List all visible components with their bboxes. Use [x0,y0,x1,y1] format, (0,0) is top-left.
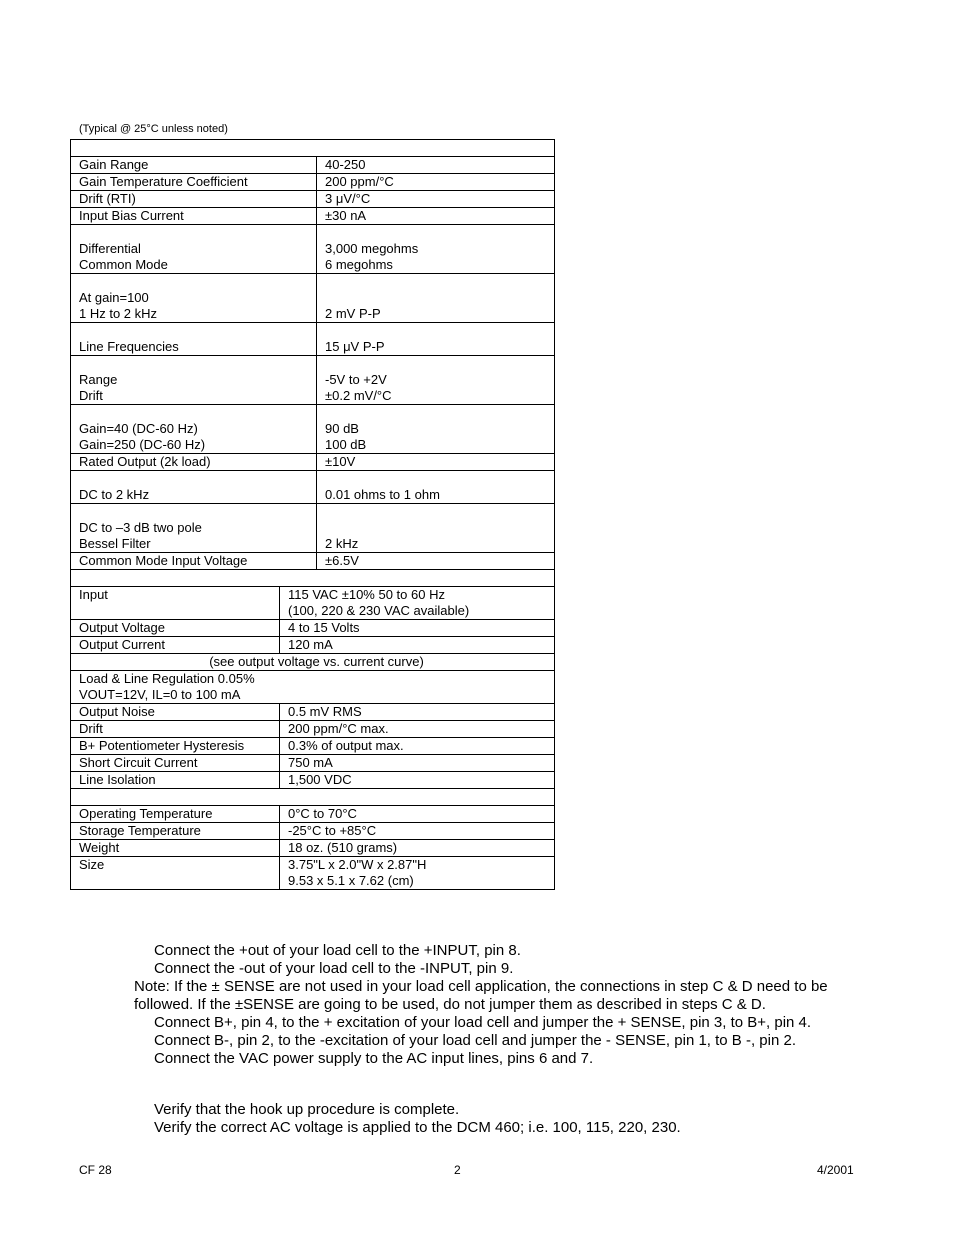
curve-note-row-text [201,654,424,670]
cell-line: Load & Line Regulation 0.05% [79,671,255,686]
spec-row [71,737,554,754]
cell-line [79,504,316,520]
spec-row [71,703,554,720]
hookup-step-e: Connect the VAC power supply to the AC input lines, pins 6 and 7. [154,1050,594,1067]
spec-value [280,857,554,889]
cell-line: Storage Temperature [79,823,201,838]
cell-line: Short Circuit Current [79,755,198,770]
cell-line: 120 mA [288,637,333,652]
spec-label [71,274,317,322]
specifications-table [70,139,555,890]
cell-line [325,504,554,520]
spec-value [317,225,554,273]
spec-label [71,208,317,224]
cell-line [325,356,554,372]
spec-label [71,806,280,822]
spec-row [71,173,554,190]
spec-row [71,636,554,653]
cell-line [79,356,316,372]
regulation-row [71,670,554,703]
cell-line: 200 ppm/°C [325,174,394,189]
cell-line [325,225,554,241]
cell-line: (see output voltage vs. current curve) [209,654,424,669]
footer-document-id: CF 28 [79,1163,112,1177]
spec-row [71,156,554,173]
cell-line: -25°C to +85°C [288,823,377,838]
cell-line: 2 kHz [325,536,359,551]
cell-line [325,520,554,536]
cell-line: Range [79,372,118,387]
spec-row [71,355,554,404]
cell-line: 200 ppm/°C max. [288,721,389,736]
spec-label [71,356,317,404]
curve-note-row [71,653,554,670]
spec-label [71,721,280,737]
cell-line: Common Mode Input Voltage [79,553,248,568]
cell-line: 3 μV/°C [325,191,371,206]
spec-label [71,704,280,720]
power-header-row [71,569,554,586]
spec-label [71,755,280,771]
spec-value [280,806,554,822]
cell-line: Output Current [79,637,165,652]
spec-label [71,823,280,839]
cell-line [79,405,316,421]
cell-line: Output Noise [79,704,155,719]
cell-line: Operating Temperature [79,806,213,821]
spec-row [71,273,554,322]
verify-step-a: Verify that the hook up procedure is complete. [154,1101,460,1118]
cell-line: 3,000 megohms [325,241,419,256]
spec-value [280,637,554,653]
spec-label [71,620,280,636]
sense-note-line-2: followed. If the ±SENSE are going to be used, do not jumper them as described in steps C & D. [134,996,766,1013]
spec-row [71,771,554,788]
cell-line: Input Bias Current [79,208,184,223]
spec-value [280,721,554,737]
cell-line: Gain=250 (DC-60 Hz) [79,437,206,452]
cell-line: Gain=40 (DC-60 Hz) [79,421,198,436]
spec-row [71,322,554,355]
spec-row [71,586,554,619]
spec-label [71,174,317,190]
spec-value [317,454,554,470]
spec-value [280,620,554,636]
cell-line: 1,500 VDC [288,772,352,787]
cell-line: B+ Potentiometer Hysteresis [79,738,245,753]
cell-line: Bessel Filter [79,536,151,551]
cell-line: 3.75"L x 2.0"W x 2.87"H [288,857,427,872]
cell-line [79,225,316,241]
spec-row [71,453,554,470]
spec-label [71,225,317,273]
cell-line: ±0.2 mV/°C [325,388,392,403]
cell-line [325,405,554,421]
cell-line [79,323,316,339]
spec-value [317,157,554,173]
cell-line: 90 dB [325,421,359,436]
spec-label [71,738,280,754]
spec-label [71,191,317,207]
cell-line: 115 VAC ±10% 50 to 60 Hz [288,587,445,602]
spec-value [280,772,554,788]
cell-line: Output Voltage [79,620,166,635]
footer-date: 4/2001 [817,1163,854,1177]
cell-line: 15 μV P-P [325,339,385,354]
cell-line: 1 Hz to 2 kHz [79,306,158,321]
cell-line: Line Isolation [79,772,156,787]
cell-line: ±30 nA [325,208,367,223]
spec-label [71,637,280,653]
cell-line: 0.5 mV RMS [288,704,362,719]
spec-row [71,856,554,889]
cell-line: Line Frequencies [79,339,179,354]
cell-line: VOUT=12V, IL=0 to 100 mA [79,687,241,702]
spec-label [71,772,280,788]
cell-line [325,274,554,290]
cell-line: Gain Temperature Coefficient [79,174,248,189]
spec-row [71,207,554,224]
cell-line: 9.53 x 5.1 x 7.62 (cm) [288,873,414,888]
spec-label [71,323,317,355]
environment-header-row [71,788,554,805]
spec-value [280,587,554,619]
spec-value [280,738,554,754]
footer-page-number: 2 [454,1163,461,1177]
cell-line: ±6.5V [325,553,359,568]
spec-row [71,552,554,569]
verify-step-b: Verify the correct AC voltage is applied to the DCM 460; i.e. 100, 115, 220, 230. [154,1119,681,1136]
regulation-row-text [71,671,255,703]
spec-value [317,356,554,404]
cell-line: -5V to +2V [325,372,387,387]
spec-value [317,553,554,569]
spec-value [280,704,554,720]
spec-row [71,754,554,771]
hookup-step-d: Connect B-, pin 2, to the -excitation of your load cell and jumper the - SENSE, pin 1, to B -, pin 2. [154,1032,797,1049]
cell-line: Drift [79,721,103,736]
hookup-step-c: Connect B+, pin 4, to the + excitation of your load cell and jumper the + SENSE, pin 3, to B+, pin 4. [154,1014,812,1031]
spec-value [280,840,554,856]
cell-line: 0.3% of output max. [288,738,404,753]
spec-value [317,504,554,552]
spec-label [71,405,317,453]
spec-value [280,823,554,839]
cell-line: At gain=100 [79,290,149,305]
cell-line: Differential [79,241,141,256]
spec-label [71,157,317,173]
spec-value [317,323,554,355]
spec-row [71,839,554,856]
spec-row [71,822,554,839]
cell-line: Weight [79,840,120,855]
cell-line: DC to –3 dB two pole [79,520,202,535]
hookup-step-a: Connect the +out of your load cell to the +INPUT, pin 8. [154,942,521,959]
cell-line [79,471,316,487]
hookup-step-b: Connect the -out of your load cell to the -INPUT, pin 9. [154,960,514,977]
spec-row [71,470,554,503]
cell-line [325,471,554,487]
spec-row [71,619,554,636]
spec-value [280,755,554,771]
cell-line: 40-250 [325,157,366,172]
spec-row [71,503,554,552]
cell-line: (100, 220 & 230 VAC available) [288,603,470,618]
spec-row [71,720,554,737]
spec-label [71,454,317,470]
spec-label [71,857,280,889]
spec-value [317,405,554,453]
cell-line: Gain Range [79,157,149,172]
spec-row [71,190,554,207]
amplifier-header-row [71,140,554,156]
spec-value [317,274,554,322]
cell-line: Input [79,587,108,602]
cell-line: 18 oz. (510 grams) [288,840,398,855]
spec-label [71,840,280,856]
spec-label [71,587,280,619]
cell-line [325,290,554,306]
spec-value [317,208,554,224]
cell-line: Rated Output (2k load) [79,454,211,469]
spec-row [71,224,554,273]
cell-line: 6 megohms [325,257,393,272]
cell-line: 750 mA [288,755,333,770]
spec-row [71,404,554,453]
spec-value [317,191,554,207]
cell-line [79,274,316,290]
cell-line: 4 to 15 Volts [288,620,360,635]
cell-line: 100 dB [325,437,367,452]
spec-label [71,504,317,552]
cell-line: 0.01 ohms to 1 ohm [325,487,440,502]
spec-label [71,553,317,569]
cell-line: Common Mode [79,257,168,272]
spec-row [71,805,554,822]
spec-value [317,471,554,503]
cell-line: Drift [79,388,103,403]
cell-line: Drift (RTI) [79,191,136,206]
spec-label [71,471,317,503]
conditions-note: (Typical @ 25°C unless noted) [79,123,228,135]
sense-note-line-1: Note: If the ± SENSE are not used in your load cell application, the connections in step C & D need to be [134,978,828,995]
cell-line: DC to 2 kHz [79,487,150,502]
spec-value [317,174,554,190]
cell-line: ±10V [325,454,356,469]
cell-line: Size [79,857,105,872]
cell-line: 0°C to 70°C [288,806,357,821]
cell-line: 2 mV P-P [325,306,381,321]
cell-line [325,323,554,339]
